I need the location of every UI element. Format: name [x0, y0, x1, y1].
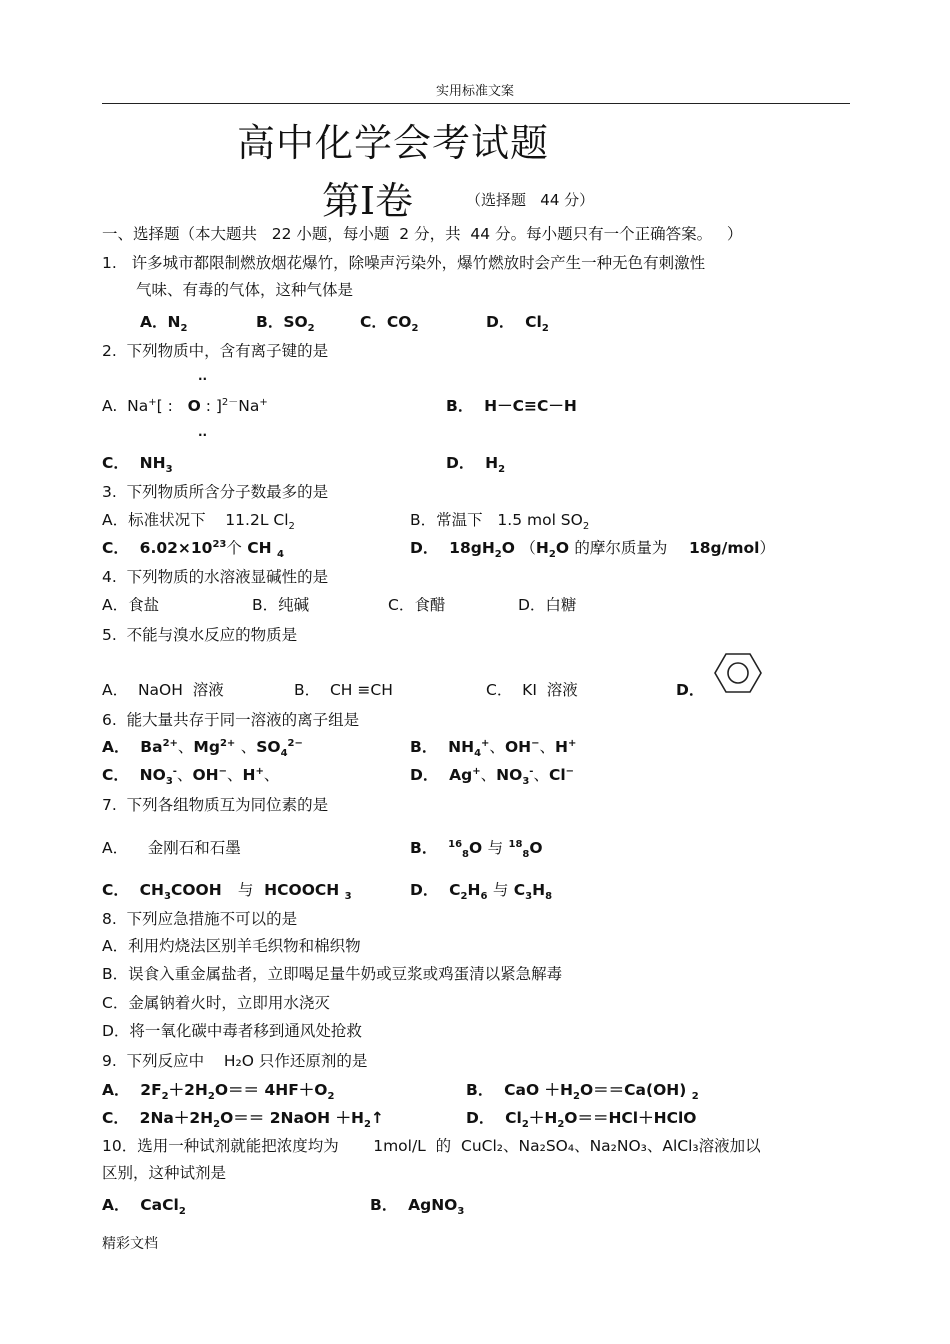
question-5-stem: 5. 不能与溴水反应的物质是: [102, 626, 298, 644]
question-3-option-c: C． $6.02\times 10^{23}$个 CH $_4$: [102, 538, 285, 561]
question-3-option-b: B．常温下 1.5 mol $SO_2$: [410, 511, 590, 533]
question-7-option-b: B． $^{16}_8$O 与 $^{18}_8$O: [410, 838, 543, 861]
question-6-stem: 6. 能大量共存于同一溶液的离子组是: [102, 711, 360, 729]
question-5-option-a: A． NaOH 溶液: [102, 681, 224, 699]
question-4-option-b: B．纯碱: [252, 596, 310, 614]
question-10-stem: 10．选用一种试剂就能把浓度均为 1mol/L 的 CuCl₂、Na₂SO₄、Na₂NO₃、AlCl₃溶液加以: [102, 1137, 761, 1155]
question-2-stem: 2. 下列物质中，含有离子键的是: [102, 342, 329, 360]
question-3-stem: 3. 下列物质所含分子数最多的是: [102, 483, 329, 501]
question-1-stem-cont: 气味、有毒的气体，这种气体是: [136, 281, 354, 299]
question-6-option-d: D． Ag+、$NO_3^-$、Cl−: [410, 765, 575, 788]
page-title: 高中化学会考试题: [237, 121, 550, 165]
question-2-option-d: D． $H_2$: [446, 454, 506, 476]
question-7-option-c: C． $CH_3COOH$ 与 HCOOCH $_3$: [102, 881, 352, 903]
question-9-option-c: C． $2Na+2H_2O==$ 2NaOH $+H_2↑$: [102, 1109, 384, 1131]
question-8-stem: 8. 下列应急措施不可以的是: [102, 910, 298, 928]
question-2-option-b: B． H－C≡C－H: [446, 397, 577, 415]
question-1-option-a: A．$N_2$: [140, 313, 188, 335]
question-1-option-b: B．$SO_2$: [256, 313, 315, 335]
question-10-stem-cont: 区别，这种试剂是: [102, 1164, 227, 1182]
page-footer: 精彩文档: [102, 1236, 158, 1252]
question-9-option-b: B． CaO $+H_2O==Ca(OH)$ $_2$: [466, 1081, 699, 1103]
question-6-option-c: C． $NO_3^-$、OH−、H+、: [102, 765, 280, 788]
lone-pair-dots-bottom: ··: [198, 428, 208, 442]
question-4-option-a: A．食盐: [102, 596, 160, 614]
question-5-option-c: C． KI 溶液: [486, 681, 578, 699]
question-5-option-b: B． CH ≡CH: [294, 681, 393, 699]
question-3-option-b-text: B．常温下 1.5 mol SO: [410, 511, 583, 529]
question-4-option-d: D．白糖: [518, 596, 577, 614]
question-7-stem: 7. 下列各组物质互为同位素的是: [102, 796, 329, 814]
question-9-option-d: D． $Cl_2+H_2O==HCl+HClO$: [466, 1109, 697, 1131]
question-1-option-d: D． $Cl_2$: [486, 313, 549, 335]
question-7-option-a: A． 金刚石和石墨: [102, 839, 241, 857]
question-6-option-b: B． $NH_4^+$、OH−、H+: [410, 737, 577, 760]
benzene-ring-icon: [714, 652, 762, 694]
question-1-stem: 1. 许多城市都限制燃放烟花爆竹，除噪声污染外，爆竹燃放时会产生一种无色有刺激性: [102, 254, 706, 272]
question-7-option-d: D． $C_2H_6$ 与 $C_3H_8$: [410, 881, 553, 903]
question-2-option-c: C． $NH_3$: [102, 454, 173, 476]
question-4-option-c: C．食醋: [388, 596, 446, 614]
page-header: 实用标准文案: [435, 84, 514, 99]
question-4-stem: 4. 下列物质的水溶液显碱性的是: [102, 568, 329, 586]
question-2-option-a: A. Na+[ : O : ]$^{2-}$Na+: [102, 396, 268, 415]
question-9-option-a: A． $2F_2+2H_2O== 4HF+O_2$: [102, 1081, 335, 1103]
question-8-option-b: B．误食入重金属盐者，立即喝足量牛奶或豆浆或鸡蛋清以紧急解毒: [102, 965, 563, 983]
question-10-option-b: B． AgNO$_3$: [370, 1196, 465, 1218]
question-8-option-d: D．将一氧化碳中毒者移到通风处抢救: [102, 1022, 362, 1040]
lone-pair-dots-top: ··: [198, 372, 208, 386]
question-3-option-a: A．标准状况下 11.2L $Cl_2$: [102, 511, 295, 533]
section-note: （选择题 44 分）: [466, 191, 595, 209]
question-5-option-d: D．: [676, 681, 705, 699]
section-title: 第Ⅰ卷: [322, 179, 414, 223]
question-6-option-a: A． $Ba^{2+}$、$Mg^{2+}$ 、$SO_4^{2-}$: [102, 737, 303, 760]
question-3-option-d: D． $18gH_2O$ （$H_2O$ 的摩尔质量为 18g/mol）: [410, 539, 775, 561]
question-9-stem: 9. 下列反应中 H₂O 只作还原剂的是: [102, 1052, 368, 1070]
question-3-option-a-text: A．标准状况下 11.2L Cl: [102, 511, 289, 529]
question-8-option-a: A．利用灼烧法区别羊毛织物和棉织物: [102, 937, 361, 955]
section-intro: 一、选择题（本大题共 22 小题，每小题 2 分，共 44 分。每小题只有一个正确答案。 ）: [102, 225, 743, 243]
question-8-option-c: C．金属钠着火时，立即用水浇灭: [102, 994, 330, 1012]
question-1-option-c: C．$CO_2$: [360, 313, 419, 335]
question-10-option-a: A． CaCl$_2$: [102, 1196, 186, 1218]
header-rule: [102, 103, 850, 104]
